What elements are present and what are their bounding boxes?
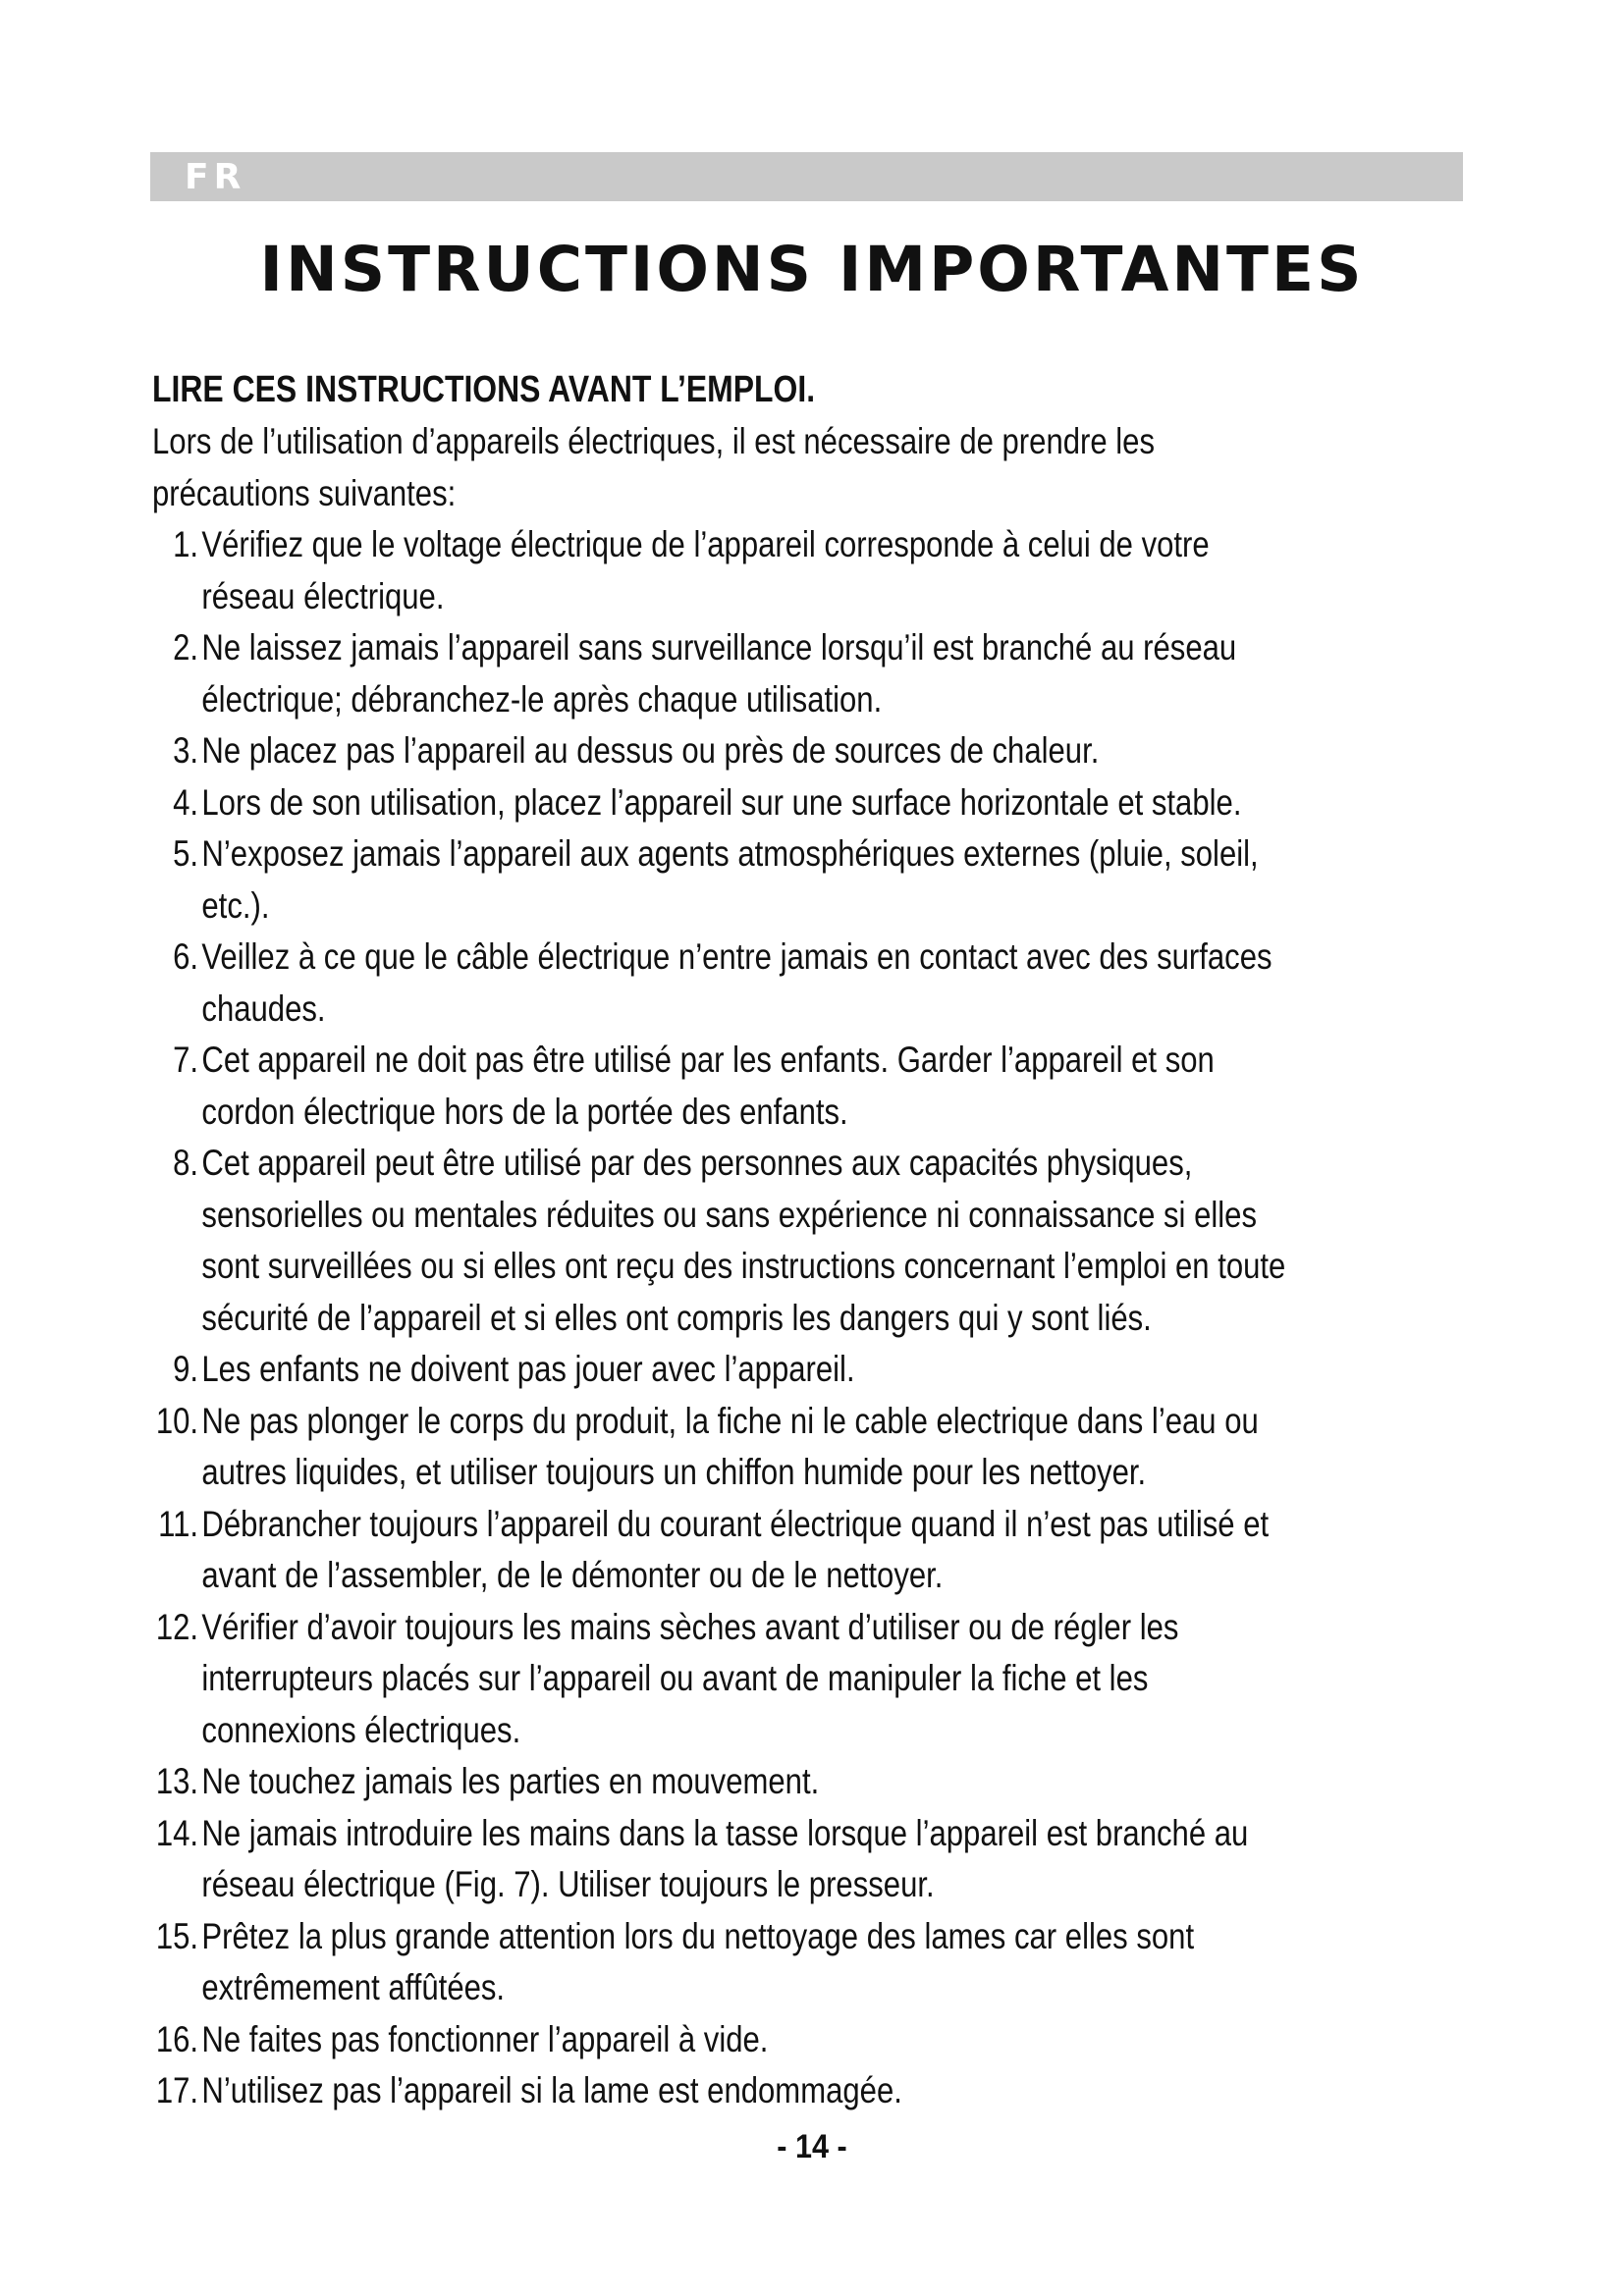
page-title: INSTRUCTIONS IMPORTANTES [259, 234, 1365, 305]
list-item [152, 1138, 1307, 1344]
instructions-body [152, 363, 1307, 2117]
item-number: 10. [155, 1400, 199, 1441]
item-number: 3. [173, 730, 199, 771]
item-number: 14. [155, 1812, 199, 1853]
safety-instructions-list [152, 519, 1307, 2117]
item-text: Lors de son utilisation, placez l’appareil sur une surface horizontale et stable. [201, 781, 1242, 823]
item-text: Ne touchez jamais les parties en mouvement. [201, 1761, 820, 1801]
list-item [152, 1808, 1307, 1911]
list-item [152, 932, 1307, 1035]
list-item [152, 622, 1307, 725]
item-number: 2. [173, 627, 199, 667]
item-text: Débrancher toujours l’appareil du courant électrique quand il n’est pas utilisé et avant de l’assembler, de le démonter ou de le nettoyer. [201, 1503, 1270, 1595]
item-text: Les enfants ne doivent pas jouer avec l’appareil. [201, 1349, 855, 1389]
list-item [152, 1756, 1307, 1808]
item-text: Vérifier d’avoir toujours les mains sèches avant d’utiliser ou de régler les interrupteurs placés sur l’appareil ou avant de manipuler la fiche et les connexions électriques. [201, 1606, 1179, 1750]
language-header-bar [150, 152, 1463, 201]
intro-paragraph: Lors de l’utilisation d’appareils électriques, il est nécessaire de prendre les précautions suivantes: [152, 421, 1156, 513]
list-item [152, 2014, 1307, 2066]
item-text: Ne pas plonger le corps du produit, la fiche ni le cable electrique dans l’eau ou autres liquides, et utiliser toujours un chiffon humide pour les nettoyer. [201, 1400, 1259, 1492]
item-number: 4. [173, 781, 199, 823]
list-item [152, 519, 1307, 622]
item-text: Vérifiez que le voltage électrique de l’appareil corresponde à celui de votre réseau électrique. [201, 524, 1210, 616]
item-number: 13. [155, 1761, 199, 1801]
list-item [152, 2065, 1307, 2117]
list-item [152, 1499, 1307, 1602]
list-item [152, 1911, 1307, 2014]
section-subtitle: LIRE CES INSTRUCTIONS AVANT L’EMPLOI. [152, 369, 816, 410]
list-item [152, 828, 1307, 932]
list-item [152, 725, 1307, 777]
item-text: Veillez à ce que le câble électrique n’entre jamais en contact avec des surfaces chaudes. [201, 936, 1272, 1029]
list-item [152, 1035, 1307, 1138]
list-item [152, 1602, 1307, 1757]
list-item [152, 1344, 1307, 1396]
language-code: FR [185, 157, 246, 197]
item-text: Cet appareil ne doit pas être utilisé par les enfants. Garder l’appareil et son cordon électrique hors de la portée des enfants. [201, 1040, 1215, 1132]
item-number: 11. [158, 1503, 199, 1544]
item-number: 6. [173, 936, 199, 977]
item-text: Prêtez la plus grande attention lors du nettoyage des lames car elles sont extrêmement affûtées. [201, 1915, 1195, 2007]
item-number: 7. [173, 1040, 199, 1080]
item-text: Ne faites pas fonctionner l’appareil à vide. [201, 2018, 769, 2059]
item-number: 15. [155, 1915, 199, 1956]
item-number: 16. [155, 2018, 199, 2059]
list-item [152, 1396, 1307, 1499]
item-text: N’utilisez pas l’appareil si la lame est endommagée. [201, 2070, 902, 2110]
item-text: Ne placez pas l’appareil au dessus ou près de sources de chaleur. [201, 730, 1100, 771]
item-number: 1. [173, 524, 199, 564]
item-number: 17. [155, 2070, 199, 2110]
item-text: Ne jamais introduire les mains dans la tasse lorsque l’appareil est branché au réseau électrique (Fig. 7). Utiliser toujours le presseur. [201, 1812, 1249, 1904]
item-number: 12. [155, 1606, 199, 1647]
item-text: Cet appareil peut être utilisé par des personnes aux capacités physiques, sensorielles ou mentales réduites ou sans expérience ni connaissance si elles sont surveillées ou si elles ont reçu des instructions concernant l’emploi en toute sécurité de l’appareil et si elles ont compris les dangers qui y sont liés. [201, 1143, 1286, 1338]
item-number: 9. [173, 1349, 199, 1389]
item-text: N’exposez jamais l’appareil aux agents atmosphériques externes (pluie, soleil, etc.). [201, 833, 1259, 926]
item-number: 8. [173, 1143, 199, 1183]
item-number: 5. [173, 833, 199, 874]
page-number: - 14 - [777, 2128, 847, 2165]
item-text: Ne laissez jamais l’appareil sans surveillance lorsqu’il est branché au réseau électrique; débranchez-le après chaque utilisation. [201, 627, 1237, 720]
list-item [152, 777, 1307, 829]
